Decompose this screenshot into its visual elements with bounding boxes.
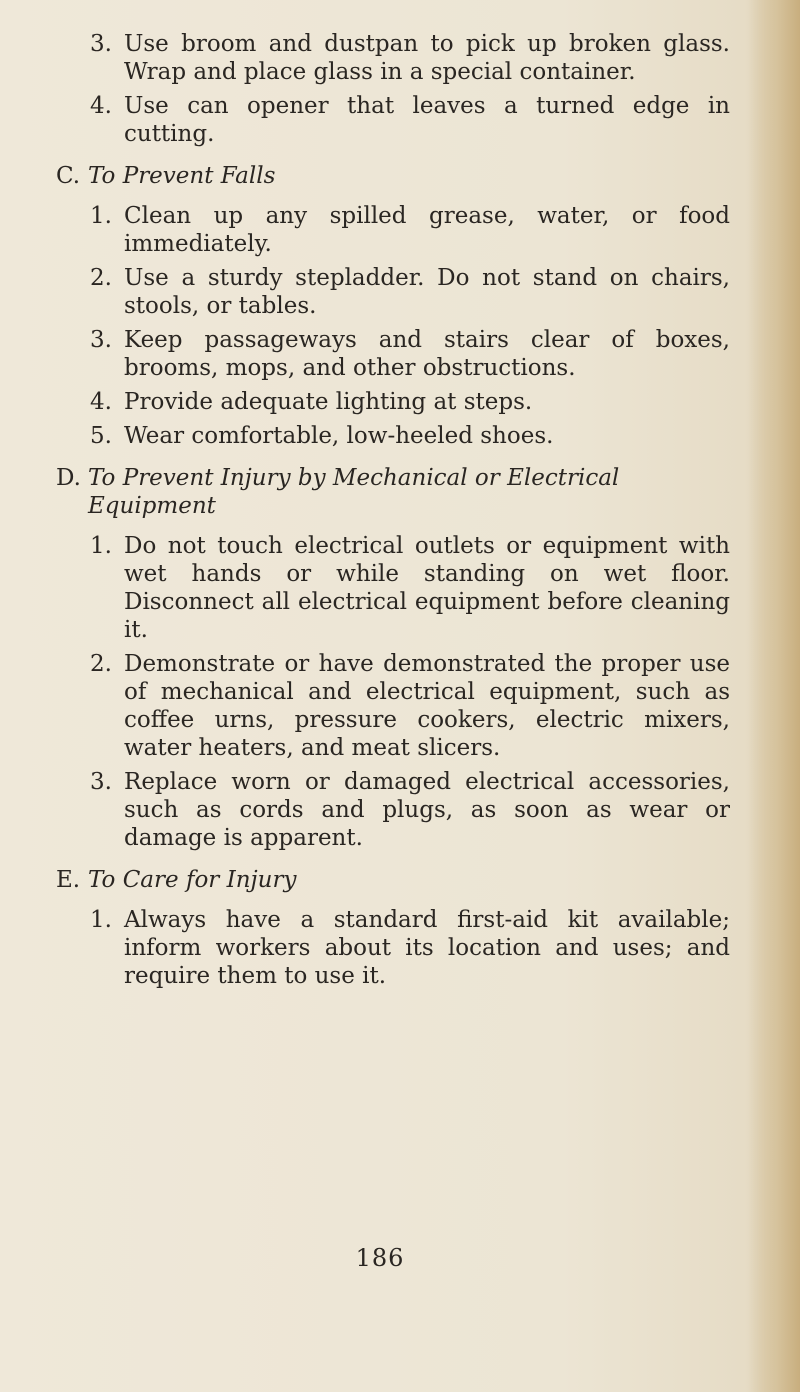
item-text: Replace worn or damaged electrical accessories, such as cords and plugs, as soon as wear or damage is apparent. <box>124 769 730 851</box>
section-letter: C. <box>56 163 81 189</box>
list-item <box>0 388 760 416</box>
section-heading <box>0 162 760 190</box>
section-letter: E. <box>56 867 81 893</box>
section-title: To Care for Injury <box>88 867 297 893</box>
list-item <box>0 532 760 644</box>
item-number: 3. <box>90 31 112 57</box>
item-number: 3. <box>90 327 112 353</box>
section-title: To Prevent Falls <box>88 163 276 189</box>
item-number: 4. <box>90 389 112 415</box>
item-text: Do not touch electrical outlets or equipment with wet hands or while standing on wet floor. Disconnect all electrical equipment before cleaning it. <box>124 533 730 643</box>
list-item <box>0 264 760 320</box>
item-text: Keep passageways and stairs clear of boxes, brooms, mops, and other obstructions. <box>124 327 730 381</box>
item-number: 3. <box>90 769 112 795</box>
item-number: 2. <box>90 651 112 677</box>
item-number: 5. <box>90 423 112 449</box>
section-heading <box>0 464 760 520</box>
item-text: Clean up any spilled grease, water, or food immediately. <box>124 203 730 257</box>
item-text: Demonstrate or have demonstrated the proper use of mechanical and electrical equipment, such as coffee urns, pressure cookers, electric mixers, water heaters, and meat slicers. <box>124 651 730 761</box>
list-item <box>0 326 760 382</box>
list-item <box>0 422 760 450</box>
list-item <box>0 202 760 258</box>
item-number: 2. <box>90 265 112 291</box>
list-item <box>0 30 760 86</box>
item-number: 1. <box>90 907 112 933</box>
section-title: To Prevent Injury by Mechanical or Electrical Equipment <box>88 465 620 519</box>
item-number: 4. <box>90 93 112 119</box>
list-item <box>0 650 760 762</box>
item-number: 1. <box>90 533 112 559</box>
section-letter: D. <box>56 465 81 491</box>
page-number: 186 <box>355 1244 405 1272</box>
item-text: Use broom and dustpan to pick up broken glass. Wrap and place glass in a special container. <box>124 31 730 85</box>
item-text: Use can opener that leaves a turned edge in cutting. <box>124 93 730 147</box>
section-heading <box>0 866 760 894</box>
list-item <box>0 92 760 148</box>
item-text: Provide adequate lighting at steps. <box>124 389 533 415</box>
list-item <box>0 906 760 990</box>
item-text: Always have a standard first-aid kit available; inform workers about its location and uses; and require them to use it. <box>124 907 730 989</box>
item-number: 1. <box>90 203 112 229</box>
list-item <box>0 768 760 852</box>
item-text: Use a sturdy stepladder. Do not stand on chairs, stools, or tables. <box>124 265 730 319</box>
document-body <box>0 30 760 996</box>
item-text: Wear comfortable, low-heeled shoes. <box>124 423 554 449</box>
